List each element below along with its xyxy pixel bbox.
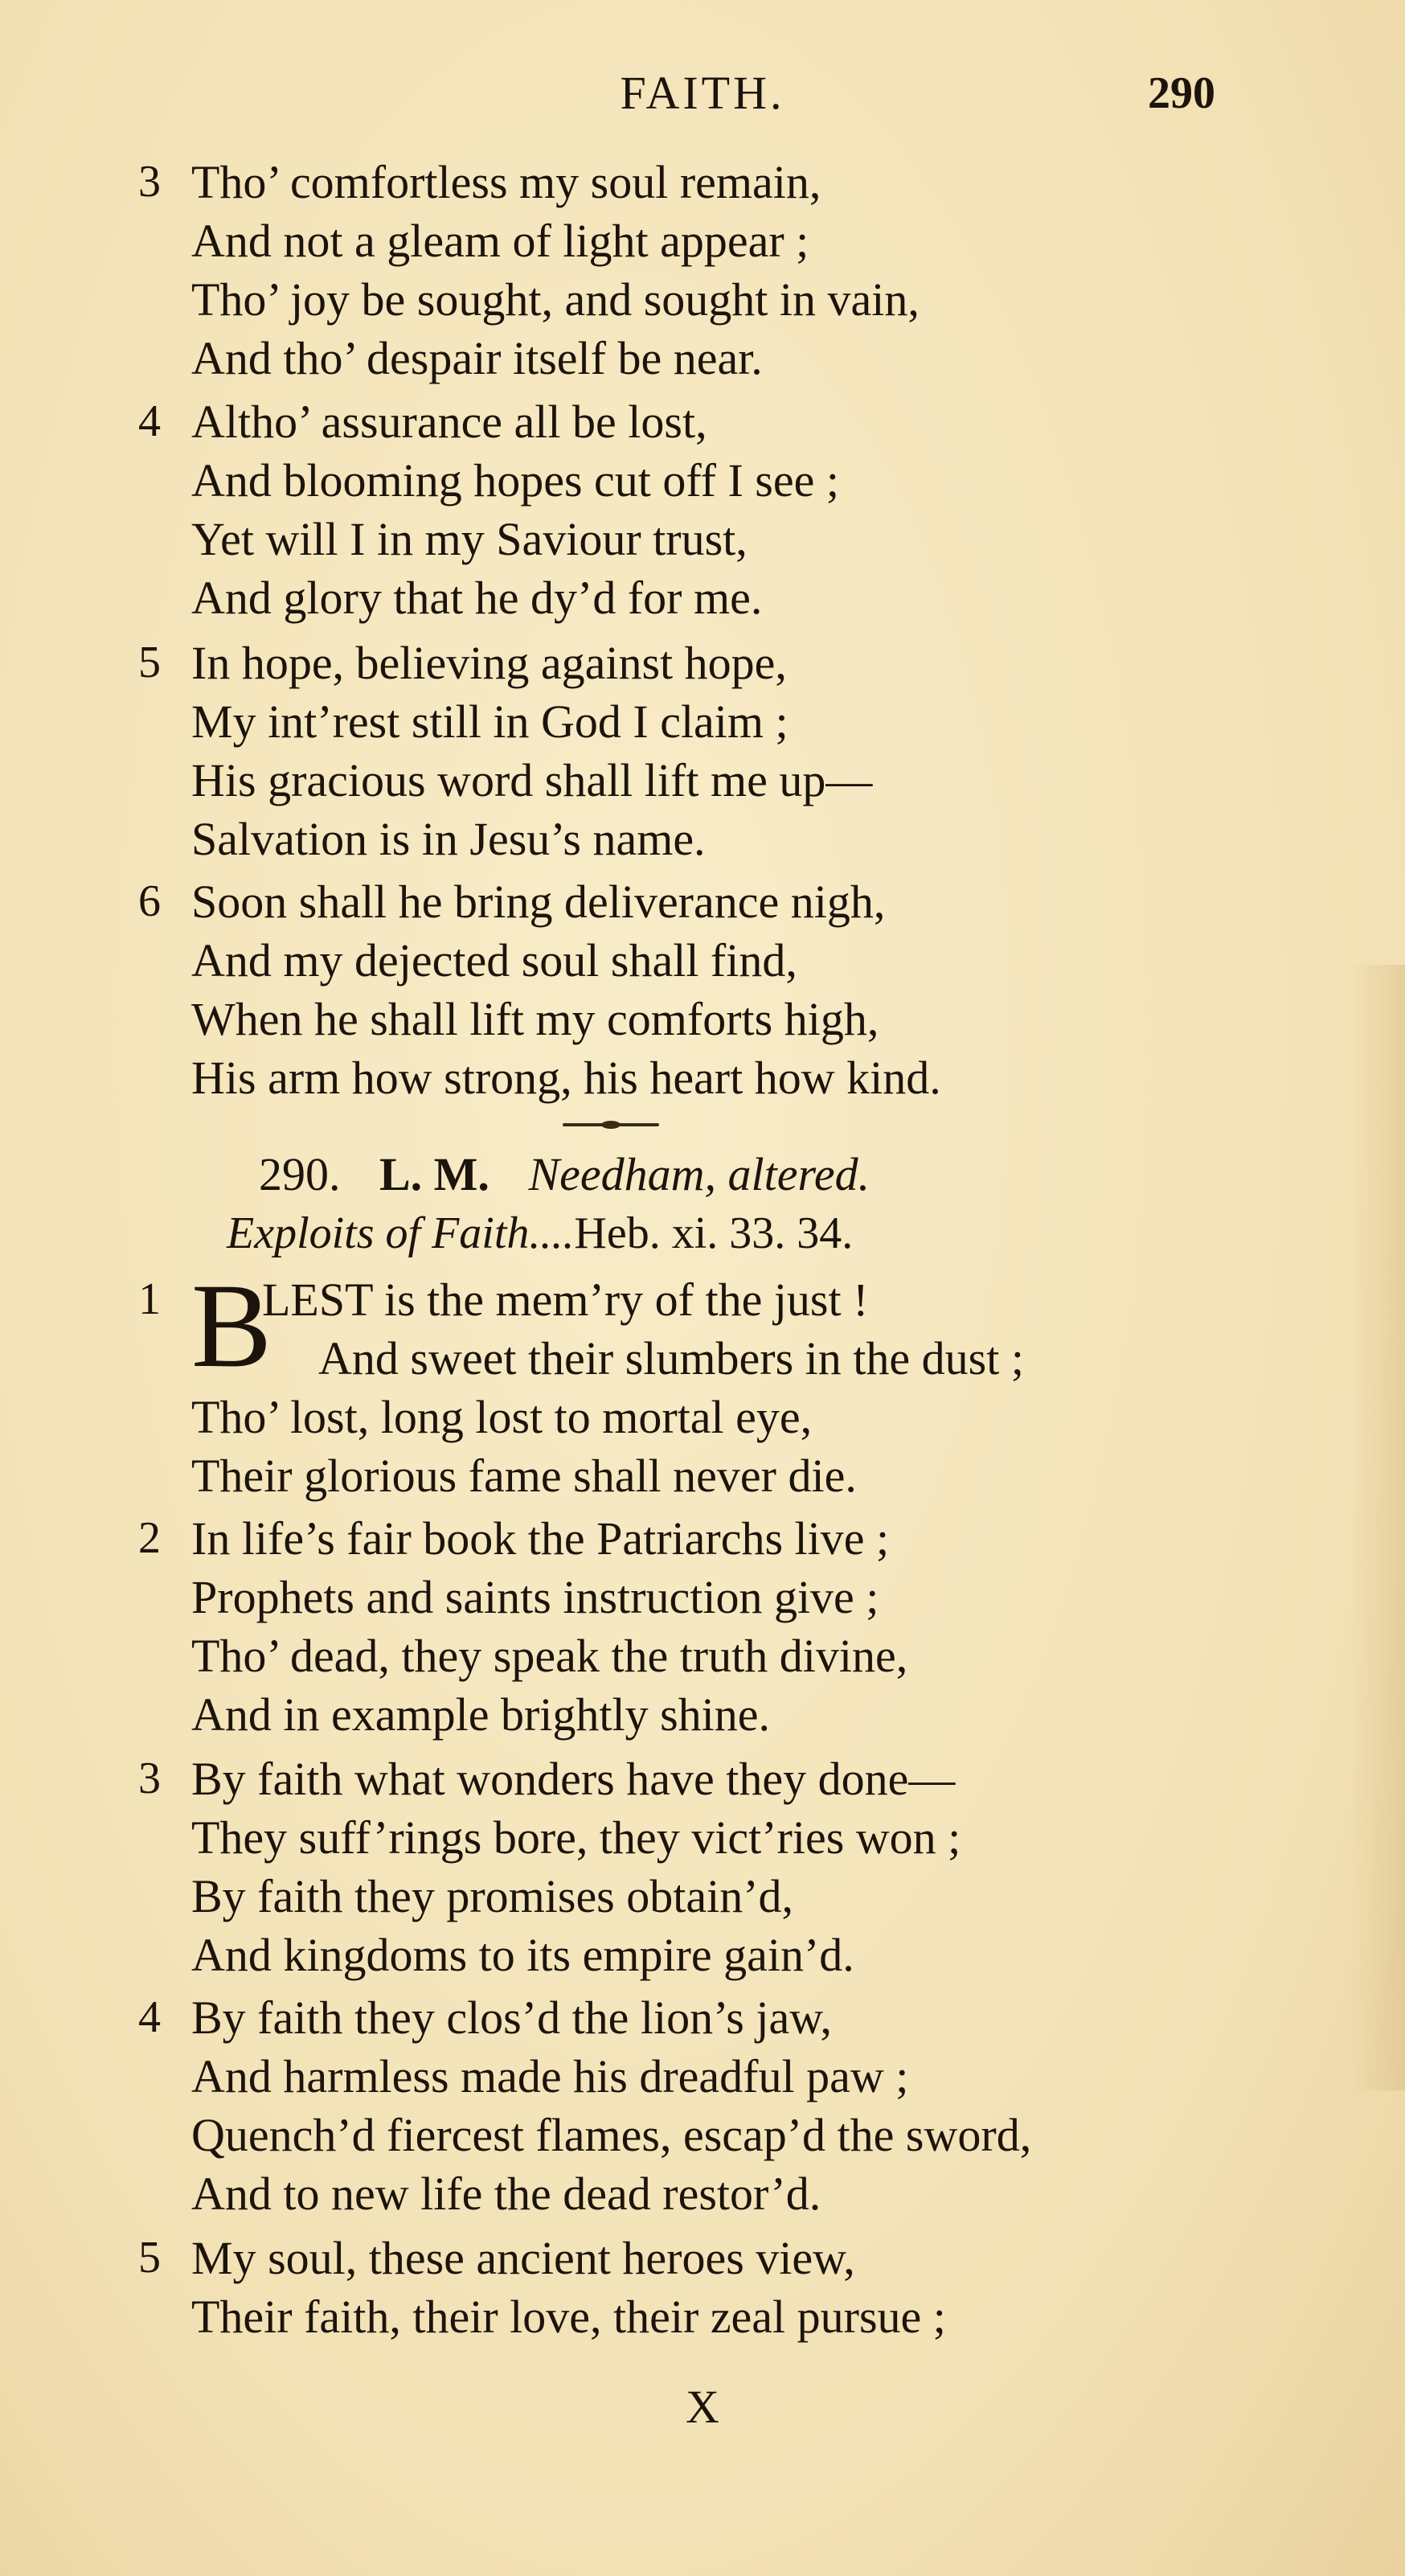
verse-line: Soon shall he bring deliverance nigh,	[191, 876, 886, 928]
verse-line: Yet will I in my Saviour trust,	[191, 513, 748, 565]
stanza-3-hymn-290	[127, 1749, 1301, 1984]
verse-line: His arm how strong, his heart how kind.	[191, 1052, 941, 1104]
stanza-number: 6	[138, 876, 161, 926]
verse-line: And glory that he dy’d for me.	[191, 572, 763, 624]
verse-line: My soul, these ancient heroes view,	[191, 2232, 855, 2284]
page-number: 290	[1148, 68, 1215, 118]
page-stain	[1349, 965, 1405, 2090]
verse-line: Prophets and saints instruction give ;	[191, 1571, 879, 1623]
stanza-2	[127, 1509, 1301, 1744]
stanza-number: 5	[138, 638, 161, 687]
hymn-number: 290.	[259, 1148, 341, 1200]
stanza-5	[127, 634, 1301, 868]
stanza-number: 3	[138, 157, 161, 207]
section-ornament	[563, 1123, 659, 1126]
verse-line: LEST is the mem’ry of the just !	[262, 1274, 869, 1326]
drop-cap: B	[191, 1259, 272, 1393]
running-head: FAITH.	[620, 67, 785, 119]
stanza-number: 2	[138, 1513, 161, 1563]
stanza-5-hymn-290	[127, 2229, 1301, 2346]
stanza-number: 1	[138, 1274, 161, 1324]
verse-line: And harmless made his dreadful paw ;	[191, 2050, 909, 2102]
verse-line: Altho’ assurance all be lost,	[191, 396, 707, 448]
verse-line: Tho’ joy be sought, and sought in vain,	[191, 273, 920, 326]
stanza-number: 3	[138, 1754, 161, 1803]
hymn-subtitle	[227, 1208, 853, 1259]
verse-line: And sweet their slumbers in the dust ;	[318, 1332, 1024, 1384]
hymn-tune: Needham, altered.	[528, 1148, 870, 1200]
verse-line: And tho’ despair itself be near.	[191, 332, 763, 384]
verse-line: In life’s fair book the Patriarchs live ;	[191, 1512, 890, 1565]
verse-line: In hope, believing against hope,	[191, 637, 787, 689]
stanza-number: 4	[138, 1992, 161, 2042]
stanza-6	[127, 872, 1301, 1107]
stanza-1	[127, 1259, 1301, 1505]
verse-line: Tho’ comfortless my soul remain,	[191, 156, 821, 208]
signature-mark: X	[686, 2381, 719, 2433]
verse-line: Salvation is in Jesu’s name.	[191, 813, 706, 865]
verse-line: Their glorious fame shall never die.	[191, 1450, 857, 1502]
verse-line: And to new life the dead restor’d.	[191, 2168, 821, 2220]
stanza-3	[127, 153, 1301, 388]
stanza-number: 4	[138, 396, 161, 446]
verse-line: Their faith, their love, their zeal pursue ;	[191, 2291, 946, 2343]
scripture-reference: Heb. xi. 33. 34.	[574, 1208, 854, 1258]
verse-line: And in example brightly shine.	[191, 1688, 771, 1741]
verse-line: And kingdoms to its empire gain’d.	[191, 1929, 854, 1981]
verse-line: When he shall lift my comforts high,	[191, 993, 879, 1045]
verse-line: By faith what wonders have they done—	[191, 1753, 956, 1805]
hymn-meter: L. M.	[379, 1148, 489, 1200]
verse-line: By faith they promises obtain’d,	[191, 1870, 794, 1922]
verse-line: His gracious word shall lift me up—	[191, 754, 873, 806]
verse-line: They suff’rings bore, they vict’ries won ;	[191, 1811, 961, 1864]
verse-line: My int’rest still in God I claim ;	[191, 695, 789, 748]
verse-line: Quench’d fiercest flames, escap’d the sword,	[191, 2109, 1032, 2161]
verse-line: And my dejected soul shall find,	[191, 934, 797, 987]
verse-line: And not a gleam of light appear ;	[191, 215, 809, 267]
verse-line: And blooming hopes cut off I see ;	[191, 454, 839, 507]
verse-line: Tho’ lost, long lost to mortal eye,	[191, 1391, 813, 1443]
stanza-4-hymn-290	[127, 1988, 1301, 2223]
stanza-number: 5	[138, 2233, 161, 2283]
hymn-heading	[259, 1147, 870, 1201]
hymn-title: Exploits of Faith....	[227, 1208, 575, 1258]
stanza-4	[127, 392, 1301, 627]
verse-line: Tho’ dead, they speak the truth divine,	[191, 1630, 908, 1682]
verse-line: By faith they clos’d the lion’s jaw,	[191, 1991, 832, 2044]
